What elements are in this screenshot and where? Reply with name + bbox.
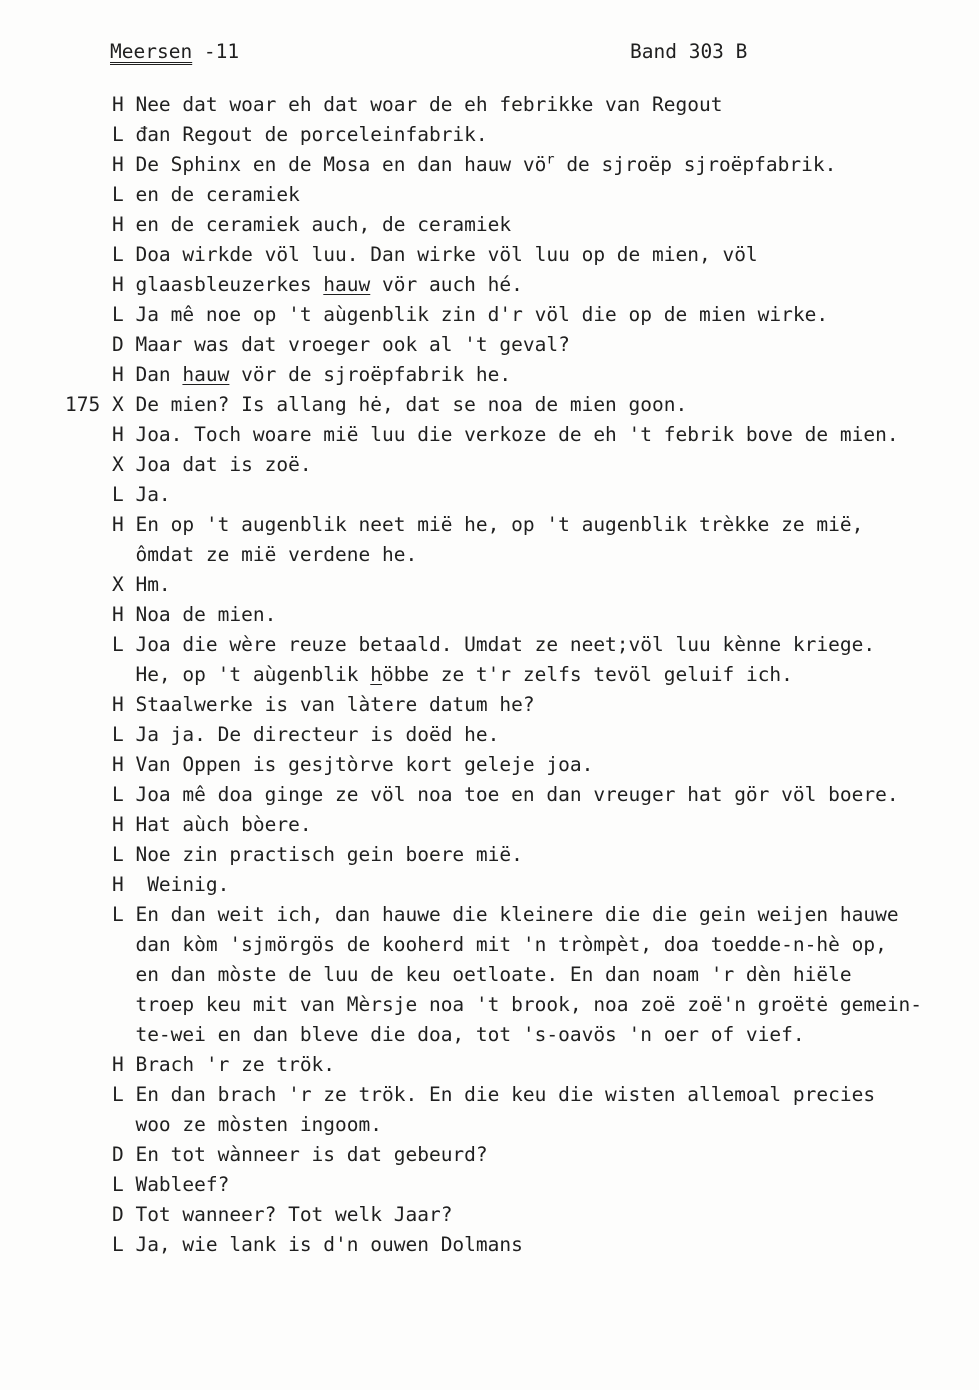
continuation-indent [65, 963, 135, 986]
line-text: Doa wirkde völ luu. Dan wirke völ luu op de mien, völ [135, 243, 758, 266]
speaker-label: L [65, 1083, 136, 1106]
transcript-line [65, 1140, 965, 1170]
transcript-line [65, 1230, 965, 1260]
continuation-indent [65, 1113, 135, 1136]
transcript-line [65, 630, 965, 660]
continuation-indent [65, 543, 135, 566]
speaker-label: H [65, 813, 136, 836]
line-text: đan Regout de porceleinfabrik. [135, 123, 488, 146]
line-text: En dan brach 'r ze trök. En die keu die wisten allemoal precies [135, 1083, 876, 1106]
transcript-line [65, 1110, 965, 1140]
transcript-line [65, 600, 965, 630]
continuation-indent [65, 993, 135, 1016]
speaker-label: H [65, 273, 136, 296]
page-title-location: Meersen [110, 40, 193, 63]
line-text: Weinig. [135, 873, 230, 896]
speaker-label: L [65, 633, 136, 656]
transcript-line [65, 780, 965, 810]
transcript-line [65, 990, 965, 1020]
transcript-line [65, 1080, 965, 1110]
line-text: En tot wànneer is dat gebeurd? [135, 1143, 488, 1166]
speaker-label: L [65, 843, 136, 866]
transcript-line [65, 300, 965, 330]
line-text: De mien? Is allang hė, dat se noa de mien goon. [135, 393, 688, 416]
transcript-line [65, 540, 965, 570]
transcript-line [65, 840, 965, 870]
line-text: Ja ja. De directeur is doëd he. [135, 723, 500, 746]
transcript-line [65, 720, 965, 750]
line-text: Hm. [135, 573, 171, 596]
line-text: De Sphinx en de Mosa en dan hauw $vö^r$ de sjroëp sjroëpfabrik. [135, 151, 837, 176]
transcript-line [65, 660, 965, 690]
speaker-label: H [65, 153, 136, 176]
transcript-line [65, 900, 965, 930]
continuation-indent [65, 663, 135, 686]
speaker-label: D [65, 333, 136, 356]
line-text: Wableef? [135, 1173, 230, 1196]
line-text: Brach 'r ze trök. [135, 1053, 336, 1076]
line-text: Dan hauw vör de sjroëpfabrik he. [135, 363, 512, 386]
page-title [110, 40, 239, 63]
line-text: Joa mê doa ginge ze völ noa toe en dan vreuger hat gör völ boere. [135, 783, 899, 806]
speaker-label: H [65, 1053, 136, 1076]
line-text: Joa die wère reuze betaald. Umdat ze neet;völ luu kènne kriege. [135, 633, 876, 656]
line-text: Hat aùch bòere. [135, 813, 312, 836]
speaker-label: L [65, 723, 136, 746]
transcript-line [65, 510, 965, 540]
speaker-label: H [65, 753, 136, 776]
line-text: te-wei en dan bleve die doa, tot 's-oavös 'n oer of vief. [135, 1023, 805, 1046]
speaker-label: H [65, 363, 136, 386]
transcript-line [65, 1170, 965, 1200]
transcript-line [65, 1200, 965, 1230]
transcript-line [65, 90, 965, 120]
transcript-line [65, 240, 965, 270]
transcript-line [65, 210, 965, 240]
transcript-line [65, 960, 965, 990]
line-text: en de ceramiek [135, 183, 300, 206]
speaker-label: L [65, 483, 136, 506]
transcript-line [65, 150, 965, 180]
line-text: En dan weit ich, dan hauwe die kleinere die die gein weijen hauwe [135, 903, 899, 926]
transcript-line [65, 180, 965, 210]
speaker-label: X [65, 453, 136, 476]
page-title-number: -11 [192, 40, 240, 63]
line-text: ômdat ze mië verdene he. [135, 543, 418, 566]
speaker-label: H [65, 213, 136, 236]
line-text: Noe zin practisch gein boere mië. [135, 843, 523, 866]
speaker-label: L [65, 303, 136, 326]
line-text: Ja mê noe op 't aùgenblik zin d'r völ die op de mien wirke. [135, 303, 829, 326]
transcript-line [65, 360, 965, 390]
margin-line-number: 175 X [65, 393, 136, 416]
speaker-label: H [65, 93, 136, 116]
speaker-label: L [65, 183, 136, 206]
line-text: Ja, wie lank is d'n ouwen Dolmans [135, 1233, 523, 1256]
speaker-label: H [65, 423, 136, 446]
line-text: En op 't augenblik neet mië he, op 't augenblik trèkke ze mië, [135, 513, 864, 536]
line-text: Joa. Toch woare mië luu die verkoze de eh 't febrik bove de mien. [135, 423, 899, 446]
transcript-line [65, 420, 965, 450]
line-text: troep keu mit van Mèrsje noa 't brook, noa zoë zoë'n groëtė gemein- [135, 993, 923, 1016]
band-label: Band 303 B [630, 40, 748, 63]
transcript-line [65, 930, 965, 960]
continuation-indent [65, 1023, 135, 1046]
speaker-label: H [65, 513, 136, 536]
speaker-label: L [65, 123, 136, 146]
transcript-line [65, 390, 965, 420]
speaker-label: L [65, 1233, 136, 1256]
transcript-line [65, 570, 965, 600]
speaker-label: L [65, 243, 136, 266]
transcript-line [65, 330, 965, 360]
speaker-label: L [65, 783, 136, 806]
transcript-line [65, 480, 965, 510]
speaker-label: L [65, 1173, 136, 1196]
transcript [65, 90, 965, 1260]
line-text: He, op 't aùgenblik höbbe ze t'r zelfs tevöl geluif ich. [135, 663, 793, 686]
speaker-label: X [65, 573, 136, 596]
line-text: Van Oppen is gesjtòrve kort geleje joa. [135, 753, 594, 776]
transcript-line [65, 270, 965, 300]
speaker-label: D [65, 1143, 136, 1166]
line-text: dan kòm 'sjmörgös de kooherd mit 'n tròmpèt, doa toedde-n-hè op, [135, 933, 887, 956]
line-text: en dan mòste de luu de keu oetloate. En dan noam 'r dèn hiële [135, 963, 852, 986]
line-text: en de ceramiek auch, de ceramiek [135, 213, 512, 236]
line-text: Staalwerke is van làtere datum he? [135, 693, 535, 716]
page-header [0, 40, 979, 70]
transcript-line [65, 690, 965, 720]
line-text: woo ze mòsten ingoom. [135, 1113, 382, 1136]
speaker-label: L [65, 903, 136, 926]
speaker-label: H [65, 873, 136, 896]
transcript-line [65, 120, 965, 150]
line-text: Joa dat is zoë. [135, 453, 312, 476]
line-text: Noa de mien. [135, 603, 277, 626]
line-text: glaasbleuzerkes hauw vör auch hé. [135, 273, 523, 296]
transcript-line [65, 750, 965, 780]
speaker-label: D [65, 1203, 136, 1226]
transcript-line [65, 450, 965, 480]
speaker-label: H [65, 603, 136, 626]
transcript-line [65, 1050, 965, 1080]
transcript-line [65, 1020, 965, 1050]
line-text: Ja. [135, 483, 171, 506]
transcript-line [65, 810, 965, 840]
line-text: Tot wanneer? Tot welk Jaar? [135, 1203, 453, 1226]
line-text: Maar was dat vroeger ook al 't geval? [135, 333, 570, 356]
transcript-line [65, 870, 965, 900]
line-text: Nee dat woar eh dat woar de eh febrikke van Regout [135, 93, 723, 116]
speaker-label: H [65, 693, 136, 716]
continuation-indent [65, 933, 135, 956]
